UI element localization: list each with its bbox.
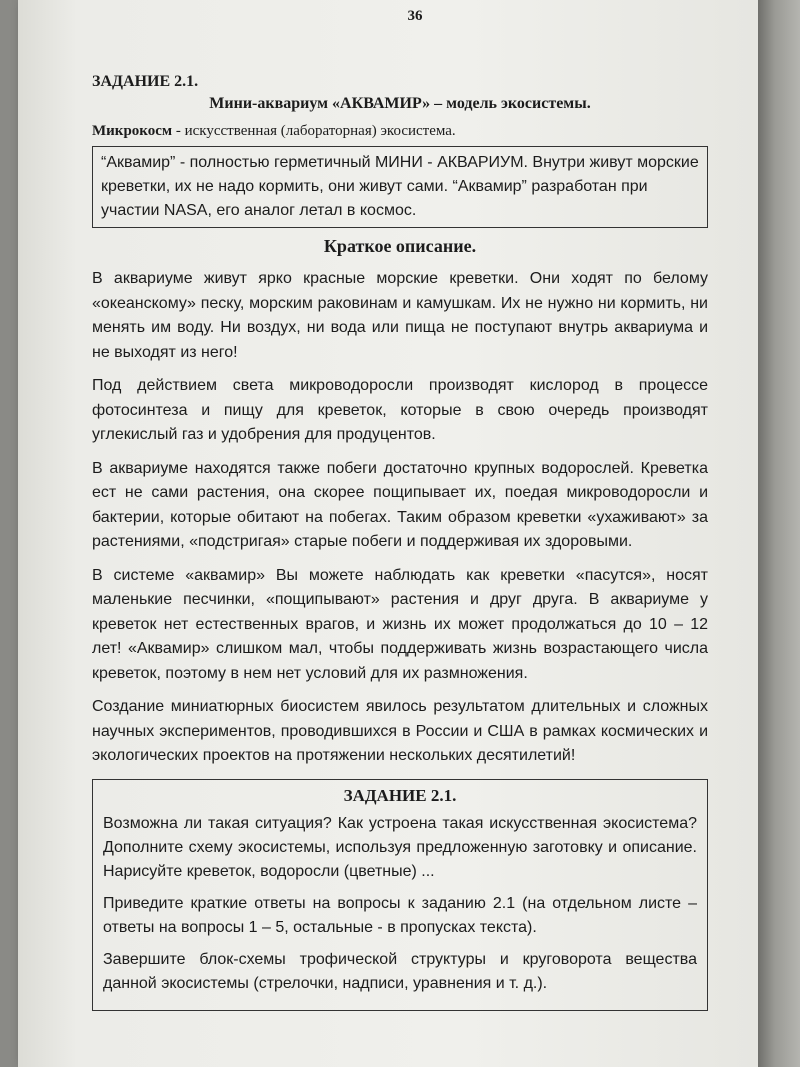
paragraph: В аквариуме живут ярко красные морские креветки. Они ходят по белому «океанскому» песку, морским раковинам и камушкам. Их не нужно ни кормить, ни менять им воду. Ни воздух, ни вода или пища не поступают внутрь аквариума и не выходят из него! bbox=[92, 270, 708, 361]
section-heading: Краткое описание. bbox=[323, 236, 477, 256]
subtitle: Мини-аквариум «АКВАМИР» – модель экосистемы. bbox=[209, 95, 591, 112]
task-box bbox=[92, 779, 708, 1011]
microcosm-term: Микрокосм bbox=[92, 123, 173, 139]
intro-box: “Аквамир” - полностью герметичный МИНИ - АКВАРИУМ. Внутри живут морские креветки, их не надо кормить, они живут сами. “Аквамир” разработан при участии NASA, его аналог летал в космос. bbox=[92, 146, 708, 228]
microcosm-text: - искусственная (лабораторная) экосистема. bbox=[172, 123, 456, 139]
paragraph: В аквариуме находятся также побеги достаточно крупных водорослей. Креветка ест не сами растения, она скорее пощипывает их, поедая микроводоросли и бактерии, которые обитают на побегах. Таким образом креветки «ухаживают» за растениями, «подстригая» старые побеги и поддерживая их здоровыми. bbox=[92, 459, 708, 550]
task-item: Завершите блок-схемы трофической структуры и круговорота вещества данной экосистемы (стрелочки, надписи, уравнения и т. д.). bbox=[103, 950, 697, 992]
paragraph: Создание миниатюрных биосистем явилось результатом длительных и сложных научных экспериментов, проводившихся в России и США в рамках космических и экологических проектов на протяжении нескольких десятилетий! bbox=[92, 698, 708, 764]
paragraph: Под действием света микроводоросли производят кислород в процессе фотосинтеза и пищу для креветок, которые в свою очередь производят углекислый газ и удобрения для продуцентов. bbox=[92, 377, 708, 443]
task-item: Приведите краткие ответы на вопросы к заданию 2.1 (на отдельном листе – ответы на вопросы 1 – 5, остальные - в пропусках текста). bbox=[103, 894, 697, 936]
task-item: Возможна ли такая ситуация? Как устроена такая искусственная экосистема? Дополните схему экосистемы, используя предложенную заготовку и описание. Нарисуйте креветок, водоросли (цветные) ... bbox=[103, 814, 697, 880]
paragraph: В системе «аквамир» Вы можете наблюдать как креветки «пасутся», носят маленькие песчинки, «пощипывают» растения и друг друга. В аквариуме у креветок нет естественных врагов, и жизнь их может продолжаться до 10 – 12 лет! «Аквамир» слишком мал, чтобы поддерживать жизнь возрастающего числа креветок, поэтому в нем нет условий для их размножения. bbox=[92, 566, 708, 682]
task-heading: ЗАДАНИЕ 2.1. bbox=[92, 73, 199, 90]
microcosm-definition bbox=[92, 123, 708, 140]
page-number: 36 bbox=[407, 8, 423, 24]
page-content bbox=[92, 8, 708, 1011]
next-page-edge bbox=[758, 0, 800, 1067]
task-box-title: ЗАДАНИЕ 2.1. bbox=[343, 785, 457, 805]
